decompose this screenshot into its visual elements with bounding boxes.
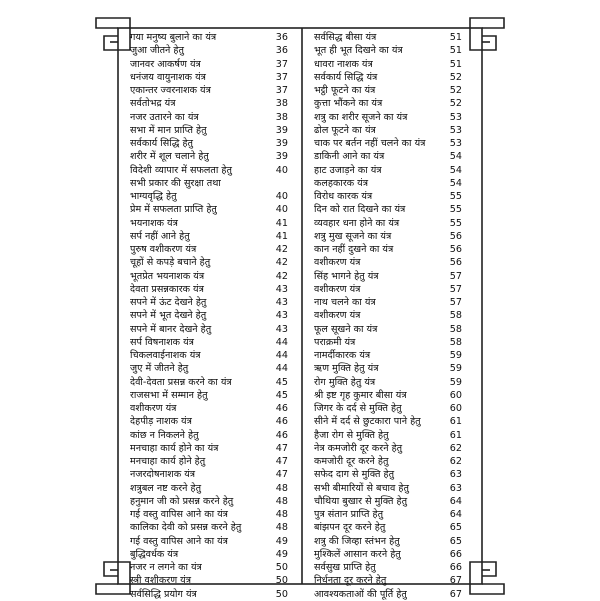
toc-entry-title: शत्रु का शरीर सूजने का यंत्र	[314, 111, 408, 123]
toc-left-column	[130, 31, 288, 601]
toc-entry-page: 54	[449, 151, 462, 163]
toc-entry	[314, 84, 462, 97]
toc-entry-title: सर्वसिद्ध बीसा यंत्र	[314, 32, 377, 43]
toc-entry	[130, 362, 288, 375]
toc-entry	[314, 535, 462, 548]
toc-entry-page: 46	[275, 416, 288, 428]
toc-entry	[314, 508, 462, 521]
toc-entry-title: वशीकरण यंत्र	[314, 310, 361, 322]
toc-entry-title: नजरदोषनाशक यंत्र	[130, 469, 196, 481]
toc-entry-page: 59	[449, 350, 462, 361]
toc-entry-page: 38	[275, 111, 288, 123]
toc-entry	[130, 270, 288, 283]
toc-entry	[130, 217, 288, 230]
toc-entry-title: सपने में बानर देखने हेतु	[130, 323, 212, 335]
toc-entry-page: 44	[275, 363, 288, 375]
toc-entry	[314, 190, 462, 203]
toc-entry-page: 67	[449, 588, 462, 600]
toc-entry-title: गया मनुष्य बुलाने का यंत्र	[130, 32, 217, 43]
toc-entry-page: 37	[275, 58, 288, 70]
toc-entry-title: चिकलवाईनाशक यंत्र	[130, 350, 201, 361]
toc-entry-title: फूल सूखने का यंत्र	[314, 323, 378, 335]
toc-entry-title: जिगर के दर्द से मुक्ति हेतु	[314, 403, 402, 414]
toc-entry	[314, 376, 462, 389]
toc-entry-page: 44	[275, 350, 288, 361]
toc-entry-title: वशीकरण यंत्र	[130, 403, 177, 414]
toc-entry-title: पुरुष वशीकरण यंत्र	[130, 244, 197, 255]
toc-entry-page: 55	[449, 191, 462, 202]
toc-entry-page: 39	[275, 138, 288, 149]
toc-entry-title: सभी बीमारियों से बचाव हेतु	[314, 482, 409, 494]
toc-entry-title: ढोल फूटने का यंत्र	[314, 124, 376, 136]
toc-entry-page: 54	[449, 177, 462, 189]
toc-entry-page: 37	[275, 85, 288, 96]
toc-entry-page: 39	[275, 124, 288, 136]
toc-entry-title: धनंजय वायुनाशक यंत्र	[130, 71, 206, 83]
toc-entry	[314, 548, 462, 561]
toc-entry-title: मुश्किलें आसान करने हेतु	[314, 548, 401, 560]
toc-entry	[314, 230, 462, 243]
toc-entry	[130, 58, 288, 71]
toc-entry-title: सीने में दर्द से छुटकारा पाने हेतु	[314, 416, 421, 428]
toc-entry-title: विरोध कारक यंत्र	[314, 191, 373, 202]
toc-entry-page: 54	[449, 164, 462, 176]
toc-entry-title: सर्वकार्य सिद्धि हेतु	[130, 138, 194, 149]
toc-entry-title: भट्ठी फूटने का यंत्र	[314, 85, 376, 96]
toc-entry-page: 48	[275, 509, 288, 520]
toc-entry-title: डाकिनी आने का यंत्र	[314, 151, 385, 163]
toc-entry	[314, 296, 462, 309]
toc-entry	[130, 349, 288, 362]
toc-entry	[314, 58, 462, 71]
toc-entry-title: सर्वकार्य सिद्धि यंत्र	[314, 71, 378, 83]
toc-entry-page: 53	[449, 138, 462, 149]
toc-entry-page: 47	[275, 442, 288, 454]
toc-entry-page: 55	[449, 204, 462, 216]
toc-entry-page: 55	[449, 217, 462, 229]
toc-entry-title: हनुमान जी को प्रसन्न करने हेतु	[130, 495, 234, 507]
toc-entry	[130, 177, 288, 190]
toc-entry-title: कालिका देवी को प्रसन्न करने हेतु	[130, 522, 242, 534]
toc-entry-page: 36	[275, 32, 288, 43]
toc-entry	[314, 362, 462, 375]
toc-entry-title: विदेशी व्यापार में सफलता हेतु	[130, 164, 232, 176]
toc-entry-title: नामर्दीकारक यंत्र	[314, 350, 371, 361]
toc-entry-page: 52	[449, 71, 462, 83]
toc-entry-page: 38	[275, 98, 288, 110]
toc-entry-title: दिन को रात दिखने का यंत्र	[314, 204, 406, 216]
toc-entry-page: 51	[449, 32, 462, 43]
toc-entry-page: 57	[449, 297, 462, 308]
toc-entry-title: सर्वतोभद्र यंत्र	[130, 98, 176, 110]
toc-entry	[130, 283, 288, 296]
toc-entry	[314, 309, 462, 322]
toc-entry-page: 44	[275, 336, 288, 348]
toc-entry-title: मनचाहा कार्य होने हेतु	[130, 456, 206, 467]
toc-entry	[130, 455, 288, 468]
toc-entry	[314, 415, 462, 428]
toc-entry-title: चाक पर बर्तन नहीं चलने का यंत्र	[314, 138, 426, 149]
toc-entry-title: शत्रु मुख सूजने का यंत्र	[314, 230, 392, 242]
toc-entry-page: 52	[449, 85, 462, 96]
toc-entry-title: रोग मुक्ति हेतु यंत्र	[314, 376, 376, 388]
toc-entry-title: शत्रु की जिव्हा स्तंभन हेतु	[314, 535, 400, 547]
toc-entry-page: 45	[275, 389, 288, 401]
toc-entry-page: 47	[275, 456, 288, 467]
toc-entry-page: 61	[449, 429, 462, 441]
toc-entry-title: हाट उजाड़ने का यंत्र	[314, 164, 382, 176]
toc-entry	[130, 588, 288, 601]
toc-entry-title: सर्प नहीं आने हेतु	[130, 230, 190, 242]
toc-entry	[130, 323, 288, 336]
toc-entry	[314, 588, 462, 601]
toc-entry-page: 64	[449, 495, 462, 507]
toc-entry-page: 65	[449, 522, 462, 534]
toc-entry-title: वशीकरण यंत्र	[314, 283, 361, 295]
toc-entry	[130, 124, 288, 137]
toc-entry	[314, 574, 462, 587]
toc-entry-title: सभी प्रकार की सुरक्षा तथा	[130, 177, 221, 189]
toc-entry-page: 67	[449, 575, 462, 587]
toc-entry-title: सभा में मान प्राप्ति हेतु	[130, 124, 207, 136]
toc-entry	[130, 296, 288, 309]
toc-entry-page: 56	[449, 257, 462, 269]
toc-entry	[130, 336, 288, 349]
toc-entry	[314, 44, 462, 57]
toc-entry-title: चौथिया बुखार से मुक्ति हेतु	[314, 495, 408, 507]
toc-entry-title: कुत्ता भौंकने का यंत्र	[314, 98, 383, 110]
toc-entry-page: 49	[275, 548, 288, 560]
toc-entry-page: 66	[449, 562, 462, 573]
toc-entry-title: सपने में भूत देखने हेतु	[130, 310, 207, 322]
toc-entry	[130, 164, 288, 177]
toc-entry-page: 53	[449, 124, 462, 136]
toc-entry-title: एकान्तर ज्वरनाशक यंत्र	[130, 85, 211, 96]
toc-entry-page: 40	[275, 204, 288, 216]
toc-entry-title: नजर उतारने का यंत्र	[130, 111, 199, 123]
toc-entry-title: निर्धनता दूर करने हेतु	[314, 575, 387, 587]
toc-entry-page: 43	[275, 297, 288, 308]
toc-entry-page: 37	[275, 71, 288, 83]
toc-entry	[130, 468, 288, 481]
toc-entry	[130, 71, 288, 84]
toc-entry	[314, 349, 462, 362]
toc-entry	[314, 203, 462, 216]
toc-entry-title: कलहकारक यंत्र	[314, 177, 369, 189]
toc-entry-page: 48	[275, 495, 288, 507]
toc-entry-page: 50	[275, 562, 288, 573]
toc-entry-title: देवता प्रसन्नकारक यंत्र	[130, 283, 204, 295]
toc-entry-title: नजर न लगने का यंत्र	[130, 562, 202, 573]
toc-entry-page: 43	[275, 323, 288, 335]
toc-entry-page: 42	[275, 270, 288, 282]
toc-entry	[130, 243, 288, 256]
toc-entry	[314, 336, 462, 349]
toc-entry-title: सिंह भागने हेतु यंत्र	[314, 270, 379, 282]
toc-entry	[130, 84, 288, 97]
toc-entry	[314, 495, 462, 508]
toc-entry-title: भूत ही भूत दिखने का यंत्र	[314, 45, 403, 57]
toc-entry	[130, 111, 288, 124]
toc-entry	[314, 111, 462, 124]
toc-entry-title: देहपीड़ नाशक यंत्र	[130, 416, 192, 428]
toc-entry-page: 40	[275, 191, 288, 202]
toc-entry-page: 48	[275, 482, 288, 494]
toc-entry	[130, 508, 288, 521]
toc-entry	[130, 309, 288, 322]
toc-entry-title: देवी-देवता प्रसन्न करने का यंत्र	[130, 376, 232, 388]
toc-entry-page: 49	[275, 535, 288, 547]
toc-entry-title: जानवर आकर्षण यंत्र	[130, 58, 201, 70]
toc-entry-page: 61	[449, 416, 462, 428]
toc-entry	[130, 203, 288, 216]
toc-entry-title: सर्प विषनाशक यंत्र	[130, 336, 194, 348]
toc-entry-title: शरीर में शूल चलाने हेतु	[130, 151, 209, 163]
toc-entry-page: 39	[275, 151, 288, 163]
toc-entry-page: 66	[449, 548, 462, 560]
toc-entry-title: सफेद दाग से मुक्ति हेतु	[314, 469, 395, 481]
toc-entry-title: शत्रुबल नष्ट करने हेतु	[130, 482, 202, 494]
toc-entry	[130, 256, 288, 269]
toc-entry	[130, 230, 288, 243]
toc-entry-page: 50	[275, 575, 288, 587]
toc-entry-title: नाथ चलने का यंत्र	[314, 297, 376, 308]
toc-entry	[314, 256, 462, 269]
toc-entry-title: प्रेम में सफलता प्राप्ति हेतु	[130, 204, 217, 216]
toc-entry	[130, 402, 288, 415]
toc-entry-title: जुआ जीतने हेतु	[130, 45, 184, 57]
toc-entry-title: गई वस्तु वापिस आने का यंत्र	[130, 509, 228, 520]
toc-entry-page: 56	[449, 230, 462, 242]
toc-entry-page: 53	[449, 111, 462, 123]
toc-entry-title: आवश्यकताओं की पूर्ति हेतु	[314, 588, 407, 600]
toc-entry-title: सपने में ऊंट देखने हेतु	[130, 297, 207, 308]
toc-entry	[314, 177, 462, 190]
toc-entry-page: 36	[275, 45, 288, 57]
toc-entry-title: बांझपन दूर करने हेतु	[314, 522, 386, 534]
toc-entry	[130, 31, 288, 44]
toc-entry	[314, 283, 462, 296]
toc-entry	[314, 389, 462, 402]
toc-entry-page: 58	[449, 323, 462, 335]
toc-entry	[314, 521, 462, 534]
toc-entry	[314, 270, 462, 283]
toc-entry	[314, 323, 462, 336]
toc-entry	[314, 71, 462, 84]
toc-entry-page: 45	[275, 376, 288, 388]
toc-entry-title: पुत्र संतान प्राप्ति हेतु	[314, 509, 384, 520]
toc-entry	[130, 482, 288, 495]
toc-entry-title: भूतप्रेत भयनाशक यंत्र	[130, 270, 205, 282]
toc-entry-page: 59	[449, 376, 462, 388]
toc-entry-page: 57	[449, 283, 462, 295]
toc-entry-title: भाग्यवृद्धि हेतु	[130, 191, 177, 202]
toc-entry	[314, 468, 462, 481]
toc-entry	[130, 495, 288, 508]
toc-entry-page: 62	[449, 456, 462, 467]
toc-entry-title: धावरा नाशक यंत्र	[314, 58, 373, 70]
toc-entry	[314, 124, 462, 137]
toc-entry	[314, 482, 462, 495]
toc-entry	[314, 150, 462, 163]
toc-entry-page: 43	[275, 283, 288, 295]
toc-entry-page: 59	[449, 363, 462, 375]
toc-entry	[314, 243, 462, 256]
toc-entry	[130, 574, 288, 587]
toc-entry	[130, 389, 288, 402]
toc-entry-title: व्यवहार धना होने का यंत्र	[314, 217, 400, 229]
toc-entry-page: 47	[275, 469, 288, 481]
toc-entry-page: 57	[449, 270, 462, 282]
toc-entry-title: कमजोरी दूर करने हेतु	[314, 456, 389, 467]
toc-entry-title: ऋण मुक्ति हेतु यंत्र	[314, 363, 379, 375]
toc-entry	[130, 137, 288, 150]
toc-entry-page: 63	[449, 482, 462, 494]
toc-entry	[130, 150, 288, 163]
toc-entry	[314, 137, 462, 150]
toc-entry-title: कान नहीं दुखने का यंत्र	[314, 244, 394, 255]
toc-entry-title: गई वस्तु वापिस आने का यंत्र	[130, 535, 228, 547]
toc-entry-page: 51	[449, 45, 462, 57]
toc-entry	[130, 44, 288, 57]
toc-entry-page: 56	[449, 244, 462, 255]
toc-entry-page: 65	[449, 535, 462, 547]
toc-entry-title: स्त्री वशीकरण यंत्र	[130, 575, 192, 587]
toc-entry	[130, 429, 288, 442]
toc-entry	[314, 442, 462, 455]
toc-entry-page: 41	[275, 230, 288, 242]
toc-entry	[130, 97, 288, 110]
toc-entry	[130, 561, 288, 574]
toc-entry	[314, 97, 462, 110]
toc-entry-page: 50	[275, 588, 288, 600]
toc-entry-page: 63	[449, 469, 462, 481]
toc-entry	[314, 402, 462, 415]
toc-entry-page: 60	[449, 403, 462, 414]
toc-entry	[130, 415, 288, 428]
toc-entry-page: 52	[449, 98, 462, 110]
toc-entry-page: 48	[275, 522, 288, 534]
toc-entry	[314, 217, 462, 230]
toc-entry-title: श्री इष्ट गृह कुमार बीसा यंत्र	[314, 389, 407, 401]
toc-entry-title: मनचाहा कार्य होने का यंत्र	[130, 442, 219, 454]
toc-entry	[130, 376, 288, 389]
toc-entry-page: 42	[275, 244, 288, 255]
toc-entry-page: 64	[449, 509, 462, 520]
toc-entry	[314, 455, 462, 468]
toc-entry-title: कांछ न निकलने हेतु	[130, 429, 199, 441]
toc-entry-page: 58	[449, 310, 462, 322]
toc-entry	[130, 442, 288, 455]
toc-entry-page: 42	[275, 257, 288, 269]
toc-entry-title: वशीकरण यंत्र	[314, 257, 361, 269]
toc-entry-page: 62	[449, 442, 462, 454]
toc-entry-title: पराक्रमी यंत्र	[314, 336, 356, 348]
toc-entry-title: सर्वसिद्धि प्रयोग यंत्र	[130, 588, 197, 600]
toc-entry-title: बुद्धिवर्धक यंत्र	[130, 548, 179, 560]
toc-right-column	[314, 31, 462, 601]
toc-entry-page: 46	[275, 403, 288, 414]
toc-entry-title: हैजा रोग से मुक्ति हेतु	[314, 429, 389, 441]
toc-entry-title: जुए में जीतने हेतु	[130, 363, 189, 375]
toc-entry-title: नेत्र कमजोरी दूर करने हेतु	[314, 442, 403, 454]
toc-entry	[130, 190, 288, 203]
toc-entry	[314, 561, 462, 574]
toc-entry	[314, 164, 462, 177]
toc-entry-title: सर्वसुख प्राप्ति हेतु	[314, 562, 376, 573]
toc-entry-page: 58	[449, 336, 462, 348]
toc-entry-title: राजसभा में सम्मान हेतु	[130, 389, 208, 401]
toc-entry-title: भयनाशक यंत्र	[130, 217, 178, 229]
toc-entry	[314, 31, 462, 44]
toc-entry-page: 46	[275, 429, 288, 441]
toc-entry-page: 43	[275, 310, 288, 322]
toc-entry-page: 51	[449, 58, 462, 70]
toc-entry-title: चूहों से कपड़े बचाने हेतु	[130, 257, 211, 269]
toc-entry	[130, 521, 288, 534]
toc-entry	[130, 548, 288, 561]
toc-entry	[130, 535, 288, 548]
toc-entry-page: 40	[275, 164, 288, 176]
toc-entry-page: 41	[275, 217, 288, 229]
toc-entry	[314, 429, 462, 442]
toc-entry-page: 60	[449, 389, 462, 401]
